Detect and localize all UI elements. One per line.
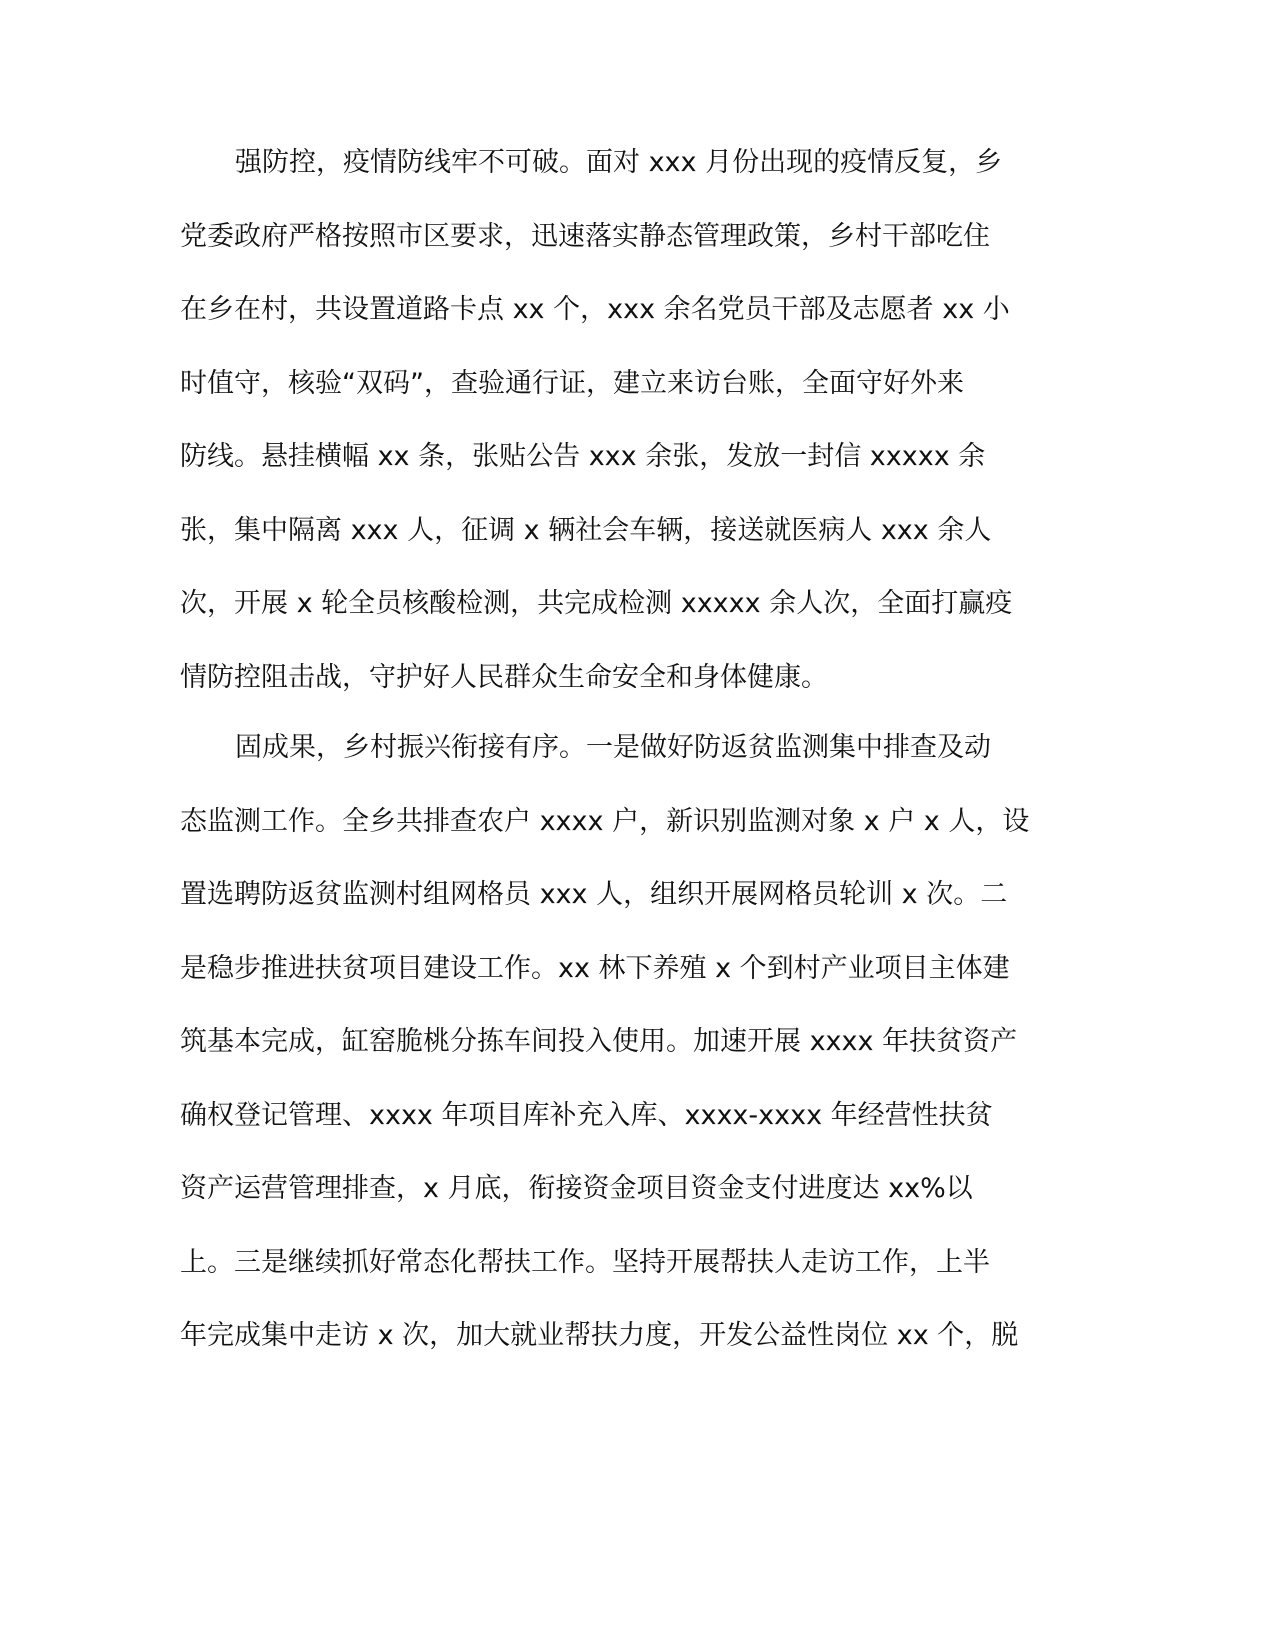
text-line: 筑基本完成，缸窑脆桃分拣车间投入使用。加速开展 xxxx 年扶贫资产 bbox=[180, 1026, 1018, 1057]
text-line: 年完成集中走访 x 次，加大就业帮扶力度，开发公益性岗位 xx 个，脱 bbox=[180, 1320, 1019, 1351]
paragraph-epidemic-control bbox=[180, 126, 1050, 714]
text-line: 在乡在村，共设置道路卡点 xx 个，xxx 余名党员干部及志愿者 xx 小 bbox=[180, 294, 1010, 325]
text-line: 张，集中隔离 xxx 人，征调 x 辆社会车辆，接送就医病人 xxx 余人 bbox=[180, 514, 992, 546]
text-line: 固成果，乡村振兴衔接有序。一是做好防返贫监测集中排查及动 bbox=[235, 732, 991, 763]
text-line: 防线。悬挂横幅 xx 条，张贴公告 xxx 余张，发放一封信 xxxxx 余 bbox=[180, 441, 986, 472]
text-line: 置选聘防返贫监测村组网格员 xxx 人，组织开展网格员轮训 x 次。二 bbox=[180, 879, 1008, 910]
text-line: 确权登记管理、xxxx 年项目库补充入库、xxxx-xxxx 年经营性扶贫 bbox=[180, 1099, 993, 1131]
text-line: 时值守，核验“双码”，查验通行证，建立来访台账，全面守好外来 bbox=[180, 367, 964, 399]
paragraph-rural-revitalization bbox=[180, 711, 1050, 1373]
text-line: 上。三是继续抓好常态化帮扶工作。坚持开展帮扶人走访工作，上半 bbox=[180, 1246, 990, 1278]
text-line: 资产运营管理排查，x 月底，衔接资金项目资金支付进度达 xx%以 bbox=[180, 1173, 973, 1204]
text-line: 党委政府严格按照市区要求，迅速落实静态管理政策，乡村干部吃住 bbox=[180, 220, 990, 252]
text-line: 是稳步推进扶贫项目建设工作。xx 林下养殖 x 个到村产业项目主体建 bbox=[180, 952, 1010, 984]
text-line: 次，开展 x 轮全员核酸检测，共完成检测 xxxxx 余人次，全面打赢疫 bbox=[180, 588, 1013, 619]
text-line: 态监测工作。全乡共排查农户 xxxx 户，新识别监测对象 x 户 x 人，设 bbox=[180, 805, 1030, 837]
text-line: 情防控阻击战，守护好人民群众生命安全和身体健康。 bbox=[180, 661, 828, 693]
text-line: 强防控，疫情防线牢不可破。面对 xxx 月份出现的疫情反复，乡 bbox=[235, 147, 1003, 178]
